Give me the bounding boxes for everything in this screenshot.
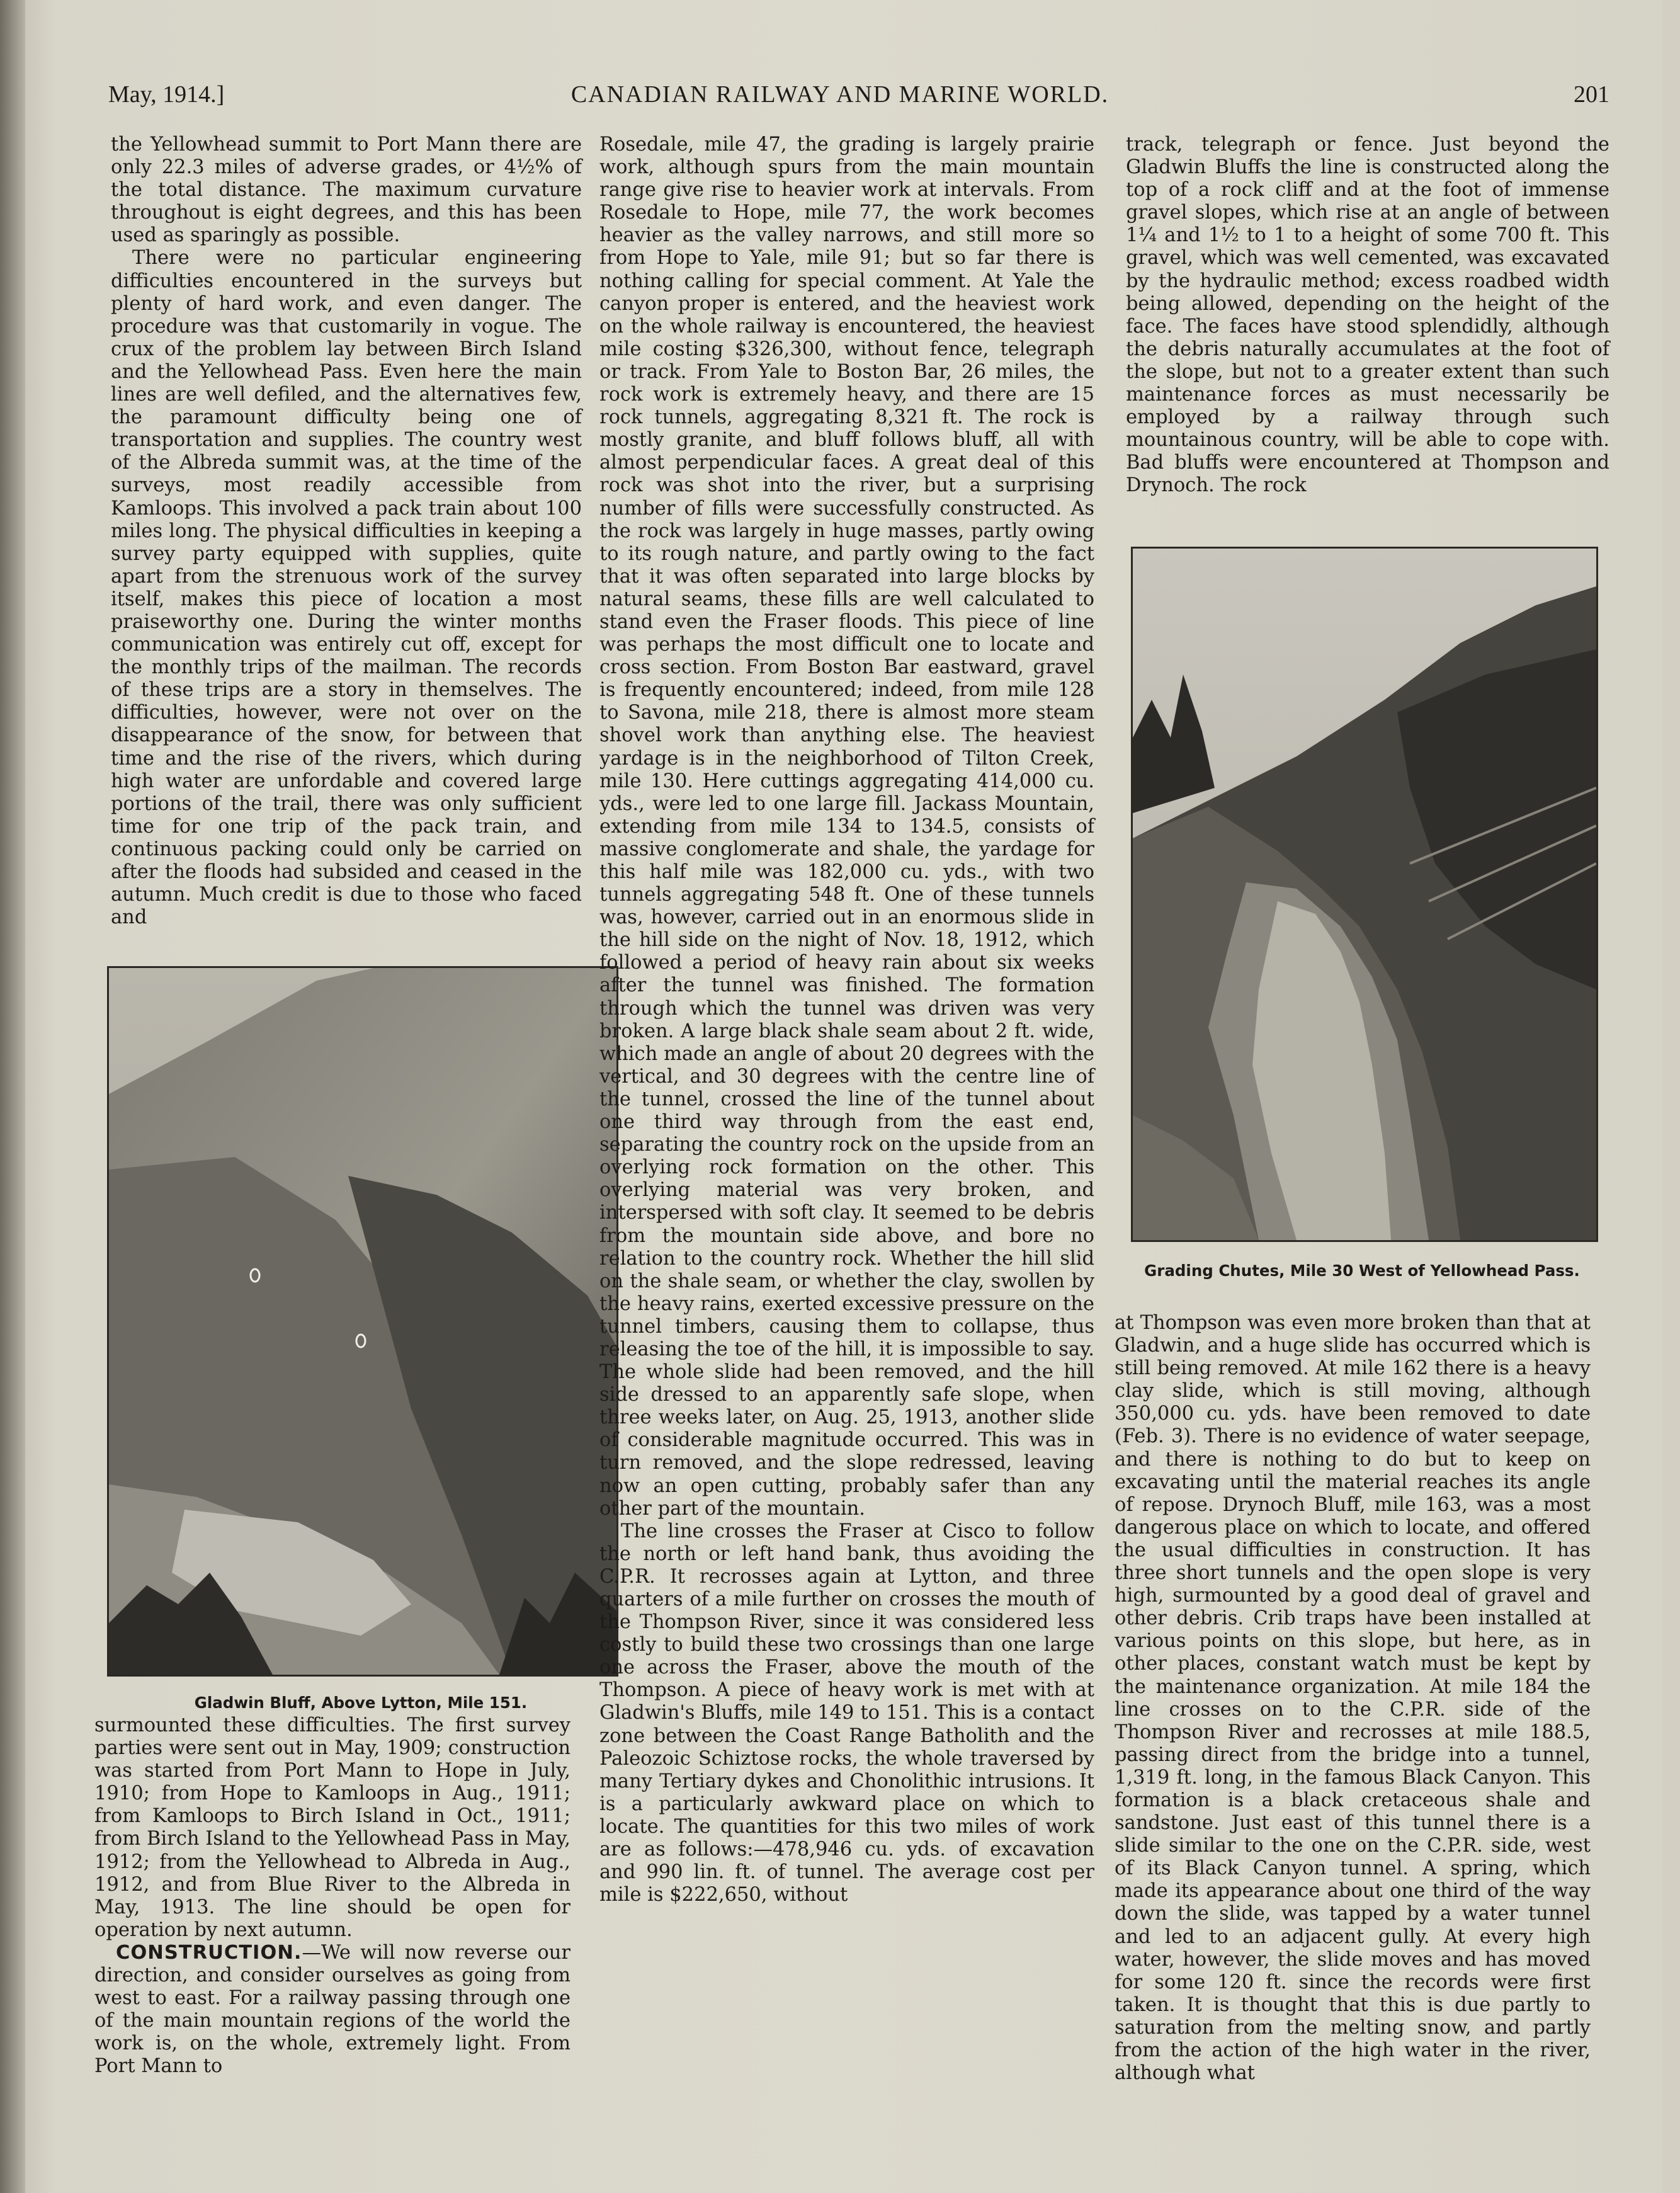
publication-title: CANADIAN RAILWAY AND MARINE WORLD. <box>570 81 1110 108</box>
paragraph: There were no particular engineering difficulties encountered in the surveys but plenty of hard work, and even danger. The procedure was that customarily in vogue. The crux of the problem lay between Birch Island and the Yellowhead Pass. Even here the main lines are well defiled, and the alternatives few, the paramount difficulty being one of transportation and supplies. The country west of the Albreda summit was, at the time of the surveys, most readily accessible from Kamloops. This involved a pack train about 100 miles long. The physical difficulties in keeping a survey party equipped with supplies, quite apart from the strenuous work of the survey itself, makes this piece of location a most praiseworthy one. During the winter months communication was entirely cut off, except for the monthly trips of the mailman. The records of these trips are a story in themselves. The difficulties, however, were not over on the disappearance of the snow, for between that time and the rise of the rivers, which during high water are unfordable and covered large portions of the trail, there was only sufficient time for one trip of the pack train, and continuous packing could only be carried on after the floods had subsided and ceased in the autumn. Much credit is due to those who faced and <box>111 247 582 929</box>
column-2 <box>599 134 1094 1906</box>
photo-caption: Gladwin Bluff, Above Lytton, Mile 151. <box>194 1694 528 1712</box>
photo-caption: Grading Chutes, Mile 30 West of Yellowhead Pass. <box>1144 1262 1580 1280</box>
paragraph: Rosedale, mile 47, the grading is largely prairie work, although spurs from the main mountain range give rise to heavier work at intervals. From Rosedale to Hope, mile 77, the work becomes heavier as the valley narrows, and still more so from Hope to Yale, mile 91; but so far there is nothing calling for special comment. At Yale the canyon proper is entered, and the heaviest work on the whole railway is encountered, the heaviest mile costing $326,300, without fence, telegraph or track. From Yale to Boston Bar, 26 miles, the rock work is extremely heavy, and there are 15 rock tunnels, aggregating 8,321 ft. The rock is mostly granite, and bluff follows bluff, all with almost perpendicular faces. A great deal of this rock was shot into the river, but a surprising number of fills were successfully constructed. As the rock was largely in huge masses, partly owing to its rough nature, and partly owing to the fact that it was often separated into large blocks by natural seams, these fills are well calculated to stand even the Fraser floods. This piece of line was perhaps the most difficult one to locate and cross section. From Boston Bar eastward, gravel is frequently encountered; indeed, from mile 128 to Savona, mile 218, there is almost more steam shovel work than anything else. The heaviest yardage is in the neighborhood of Tilton Creek, mile 130. Here cuttings aggregating 414,000 cu. yds., were led to one large fill. Jackass Mountain, extending from mile 134 to 134.5, consists of massive conglomerate and shale, the yardage for this half mile was 182,000 cu. yds., with two tunnels aggregating 548 ft. One of these tunnels was, however, carried out in an enormous slide in the hill side on the night of Nov. 18, 1912, which followed a period of heavy rain about six weeks after the tunnel was finished. The formation through which the tunnel was driven was very broken. A large black shale seam about 2 ft. wide, which made an angle of about 20 degrees with the vertical, and 30 degrees with the centre line of the tunnel, crossed the line of the tunnel about one third way through from the east end, separating the country rock on the upside from an overlying rock formation on the other. This overlying material was very broken, and interspersed with soft clay. It seemed to be debris from the mountain side above, and bore no relation to the country rock. Whether the hill slid on the shale seam, or whether the clay, swollen by the heavy rains, exerted excessive pressure on the tunnel timbers, causing them to collapse, thus releasing the toe of the hill, it is impossible to say. The whole slide had been removed, and the hill side dressed to an apparently safe slope, when three weeks later, on Aug. 25, 1913, another slide of considerable magnitude occurred. This was in turn removed, and the slope redressed, leaving now an open cutting, probably safer than any other part of the mountain. <box>599 134 1094 1520</box>
paragraph-text: —We will now reverse our direction, and consider ourselves as going from west to east. For a railway passing through one of the main mountain regions of the world the work is, on the whole, extremely light. From Port Mann to <box>94 1941 570 2078</box>
paragraph <box>94 1942 570 2078</box>
photo-gladwin-bluff <box>107 966 618 1677</box>
paragraph: the Yellowhead summit to Port Mann there are only 22.3 miles of adverse grades, or 4½% of the total distance. The maximum curvature throughout is eight degrees, and this has been used as sparingly as possible. <box>111 134 582 247</box>
column-1-bottom <box>94 1714 570 2078</box>
issue-date: May, 1914.] <box>108 81 225 108</box>
paragraph: surmounted these difficulties. The first survey parties were sent out in May, 1909; construction was started from Port Mann to Hope in July, 1910; from Hope to Kamloops in Aug., 1911; from Kamloops to Birch Island in Oct., 1911; from Birch Island to the Yellowhead Pass in May, 1912; from the Yellowhead to Albreda in Aug., 1912, and from Blue River to the Albreda in May, 1913. The line should be open for operation by next autumn. <box>94 1714 570 1941</box>
column-3-top <box>1126 134 1609 498</box>
photo-grading-chutes <box>1131 547 1598 1242</box>
section-heading: CONSTRUCTION. <box>116 1941 302 1964</box>
column-3-bottom <box>1115 1312 1591 2085</box>
page-number: 201 <box>1574 81 1609 108</box>
paragraph: track, telegraph or fence. Just beyond the Gladwin Bluffs the line is constructed along the top of a rock cliff and at the foot of immense gravel slopes, which rise at an angle of between 1¼ and 1½ to 1 to a height of some 700 ft. This gravel, which was well cemented, was excavated by the hydraulic method; excess roadbed width being allowed, depending on the height of the face. The faces have stood splendidly, although the debris naturally accumulates at the foot of the slope, but not to a greater extent than such maintenance forces as must necessarily be employed by a railway through such mountainous country, will be able to cope with. Bad bluffs were encountered at Thompson and Drynoch. The rock <box>1126 134 1609 497</box>
book-spine <box>0 0 25 2193</box>
column-1-top <box>111 134 582 929</box>
page-header <box>0 81 1680 118</box>
paragraph: The line crosses the Fraser at Cisco to follow the north or left hand bank, thus avoiding the C.P.R. It recrosses again at Lytton, and three quarters of a mile further on crosses the mouth of the Thompson River, since it was considered less costly to build these two crossings than one large one across the Fraser, above the mouth of the Thompson. A piece of heavy work is met with at Gladwin's Bluffs, mile 149 to 151. This is a contact zone between the Coast Range Batholith and the Paleozoic Schiztose rocks, the whole traversed by many Tertiary dykes and Chonolithic intrusions. It is a particularly awkward place on which to locate. The quantities for this two miles of work are as follows:—478,946 cu. yds. of excavation and 990 lin. ft. of tunnel. The average cost per mile is $222,650, without <box>599 1520 1094 1906</box>
paragraph: at Thompson was even more broken than that at Gladwin, and a huge slide has occurred which is still being removed. At mile 162 there is a heavy clay slide, which is still moving, although 350,000 cu. yds. have been removed to date (Feb. 3). There is no evidence of water seepage, and there is nothing to do but to keep on excavating until the material reaches its angle of repose. Drynoch Bluff, mile 163, was a most dangerous place on which to locate, and offered the usual difficulties in construction. It has three short tunnels and the open slope is very high, surmounted by a good deal of gravel and other debris. Crib traps have been installed at various points on this slope, but here, as in other places, constant watch must be kept by the maintenance organization. At mile 184 the line crosses on to the C.P.R. side of the Thompson River and recrosses at mile 188.5, passing direct from the bridge into a tunnel, 1,319 ft. long, in the famous Black Canyon. This formation is a black cretaceous shale and sandstone. Just east of this tunnel there is a slide similar to the one on the C.P.R. side, west of its Black Canyon tunnel. A spring, which made its appearance about one third of the way down the slide, was tapped by a water tunnel and led to an adjacent gully. At every high water, however, the slide moves and has moved for some 120 ft. since the records were first taken. It is thought that this is due partly to saturation from the melting snow, and partly from the action of the high water in the river, although what <box>1115 1312 1591 2085</box>
